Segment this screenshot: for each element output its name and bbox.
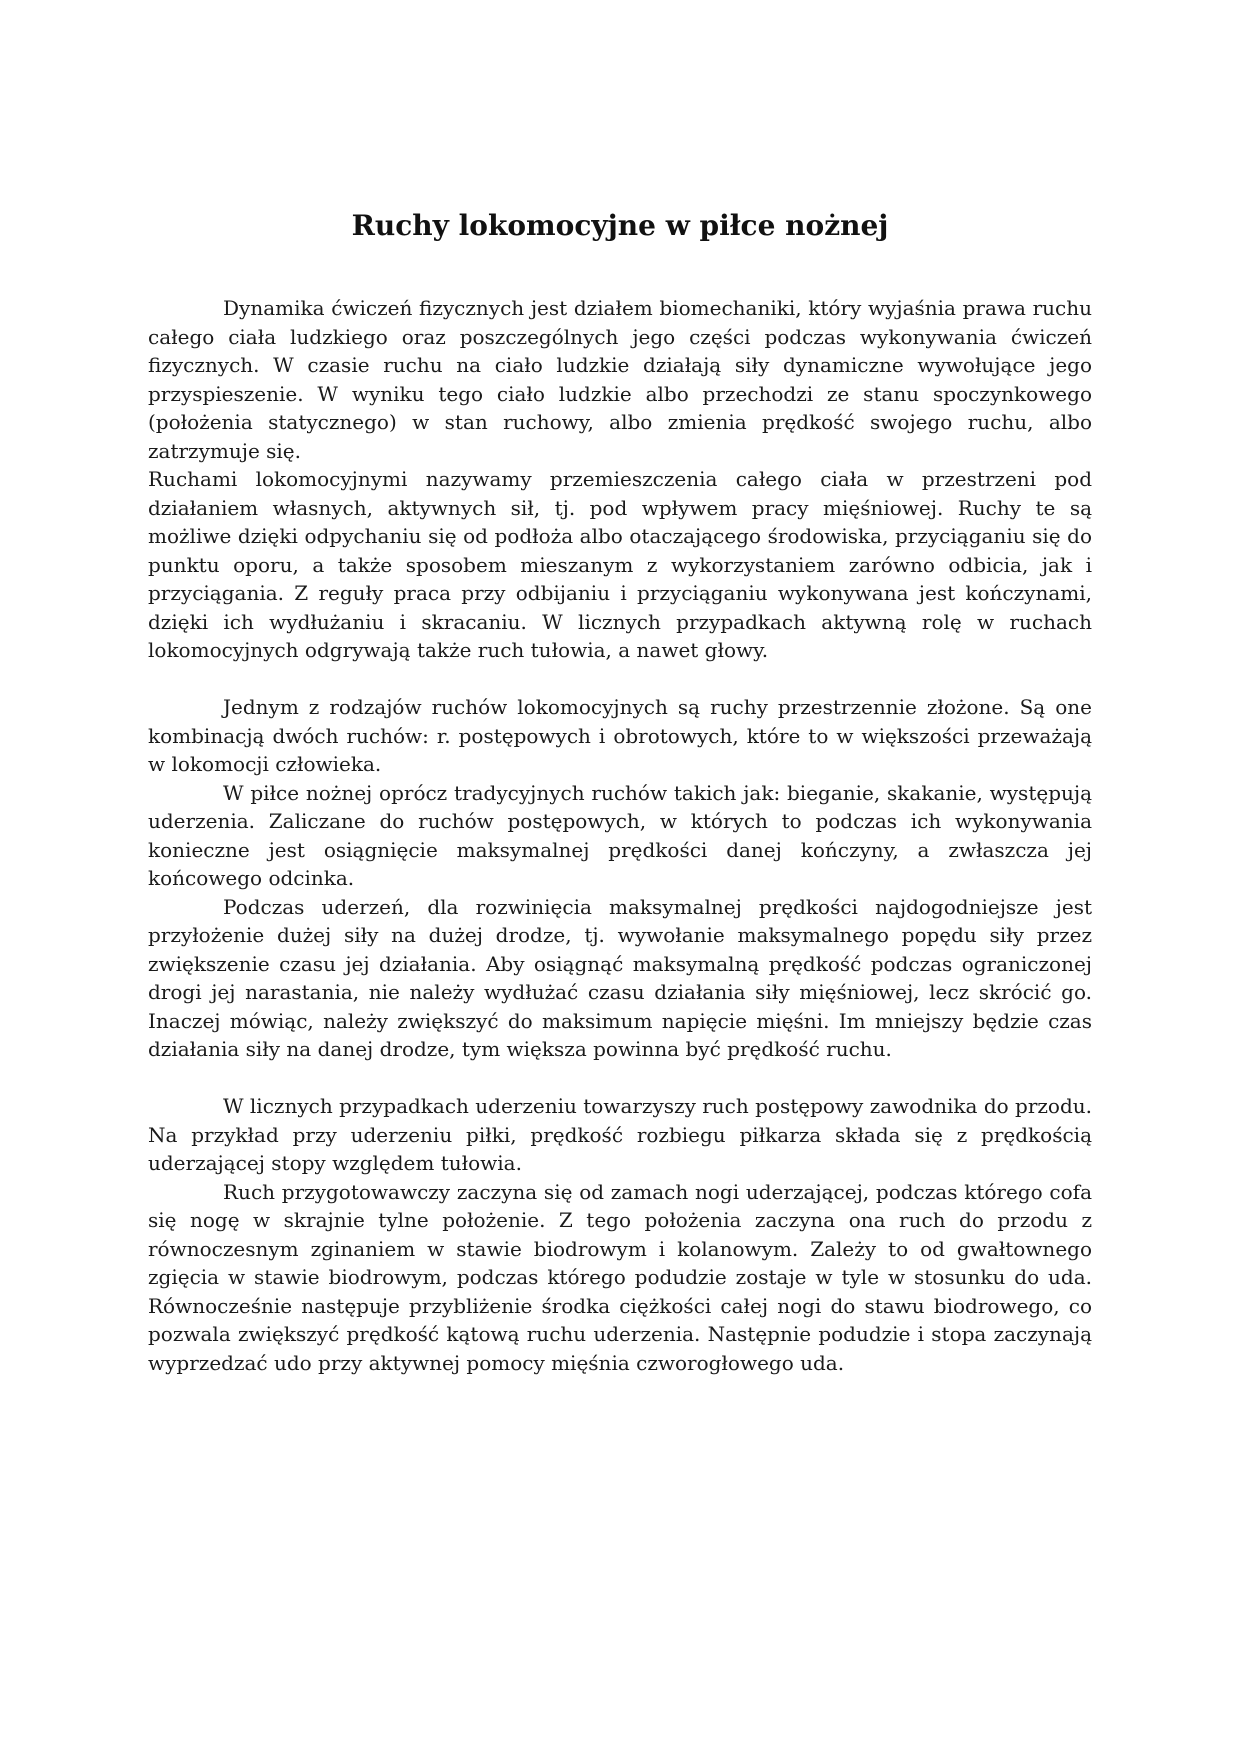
paragraph-spacer	[148, 665, 1092, 694]
paragraph-7: Ruch przygotowawczy zaczyna się od zamach nogi uderzającej, podczas którego cofa się nogę w skrajnie tylne położenie. Z tego położenia zaczyna ona ruch do przodu z równoczesnym zginaniem w stawie biodrowym i kolanowym. Zależy to od gwałtownego zgięcia w stawie biodrowym, podczas którego podudzie zostaje w tyle w stosunku do uda. Równocześnie następuje przybliżenie środka ciężkości całej nogi do stawu biodrowego, co pozwala zwiększyć prędkość kątową ruchu uderzenia. Następnie podudzie i stopa zaczynają wyprzedzać udo przy aktywnej pomocy mięśnia czworogłowego uda.	[148, 1179, 1092, 1375]
paragraph-5: Podczas uderzeń, dla rozwinięcia maksymalnej prędkości najdogodniejsze jest przyłożenie dużej siły na dużej drodze, tj. wywołanie maksymalnego popędu siły przez zwiększenie czasu jej działania. Aby osiągnąć maksymalną prędkość podczas ograniczonej drogi jej narastania, nie należy wydłużać czasu działania siły mięśniowej, lecz skrócić go. Inaczej mówiąc, należy zwiększyć do maksimum napięcie mięśni. Im mniejszy będzie czas działania siły na danej drodze, tym większa powinna być prędkość ruchu.	[148, 894, 1092, 1061]
paragraph-3: Jednym z rodzajów ruchów lokomocyjnych są ruchy przestrzennie złożone. Są one kombinacją dwóch ruchów: r. postępowych i obrotowych, które to w większości przeważają w lokomocji człowieka.	[148, 695, 1092, 776]
document-title: Ruchy lokomocyjne w piłce nożnej	[351, 209, 889, 242]
paragraph-6: W licznych przypadkach uderzeniu towarzyszy ruch postępowy zawodnika do przodu. Na przykład przy uderzeniu piłki, prędkość rozbiegu piłkarza składa się z prędkością uderzającej stopy względem tułowia.	[148, 1094, 1092, 1175]
paragraph-2: Ruchami lokomocyjnymi nazywamy przemieszczenia całego ciała w przestrzeni pod działaniem własnych, aktywnych sił, tj. pod wpływem pracy mięśniowej. Ruchy te są możliwe dzięki odpychaniu się od podłoża albo otaczającego środowiska, przyciąganiu się do punktu oporu, a także sposobem mieszanym z wykorzystaniem zarówno odbicia, jak i przyciągania. Z reguły praca przy odbijaniu i przyciąganiu wykonywana jest kończynami, dzięki ich wydłużaniu i skracaniu. W licznych przypadkach aktywną rolę w ruchach lokomocyjnych odgrywają także ruch tułowia, a nawet głowy.	[148, 467, 1092, 662]
paragraph-spacer	[148, 1064, 1092, 1093]
paragraph-4: W piłce nożnej oprócz tradycyjnych ruchów takich jak: bieganie, skakanie, występują uderzenia. Zaliczane do ruchów postępowych, w których to podczas ich wykonywania konieczne jest osiągnięcie maksymalnej prędkości danej kończyny, a zwłaszcza jej końcowego odcinka.	[148, 780, 1092, 890]
paragraph-1: Dynamika ćwiczeń fizycznych jest działem biomechaniki, który wyjaśnia prawa ruchu całego ciała ludzkiego oraz poszczególnych jego części podczas wykonywania ćwiczeń fizycznych. W czasie ruchu na ciało ludzkie działają siły dynamiczne wywołujące jego przyspieszenie. W wyniku tego ciało ludzkie albo przechodzi ze stanu spoczynkowego (położenia statycznego) w stan ruchowy, albo zmienia prędkość swojego ruchu, albo zatrzymuje się.	[148, 296, 1092, 463]
document-page	[148, 206, 1092, 1377]
